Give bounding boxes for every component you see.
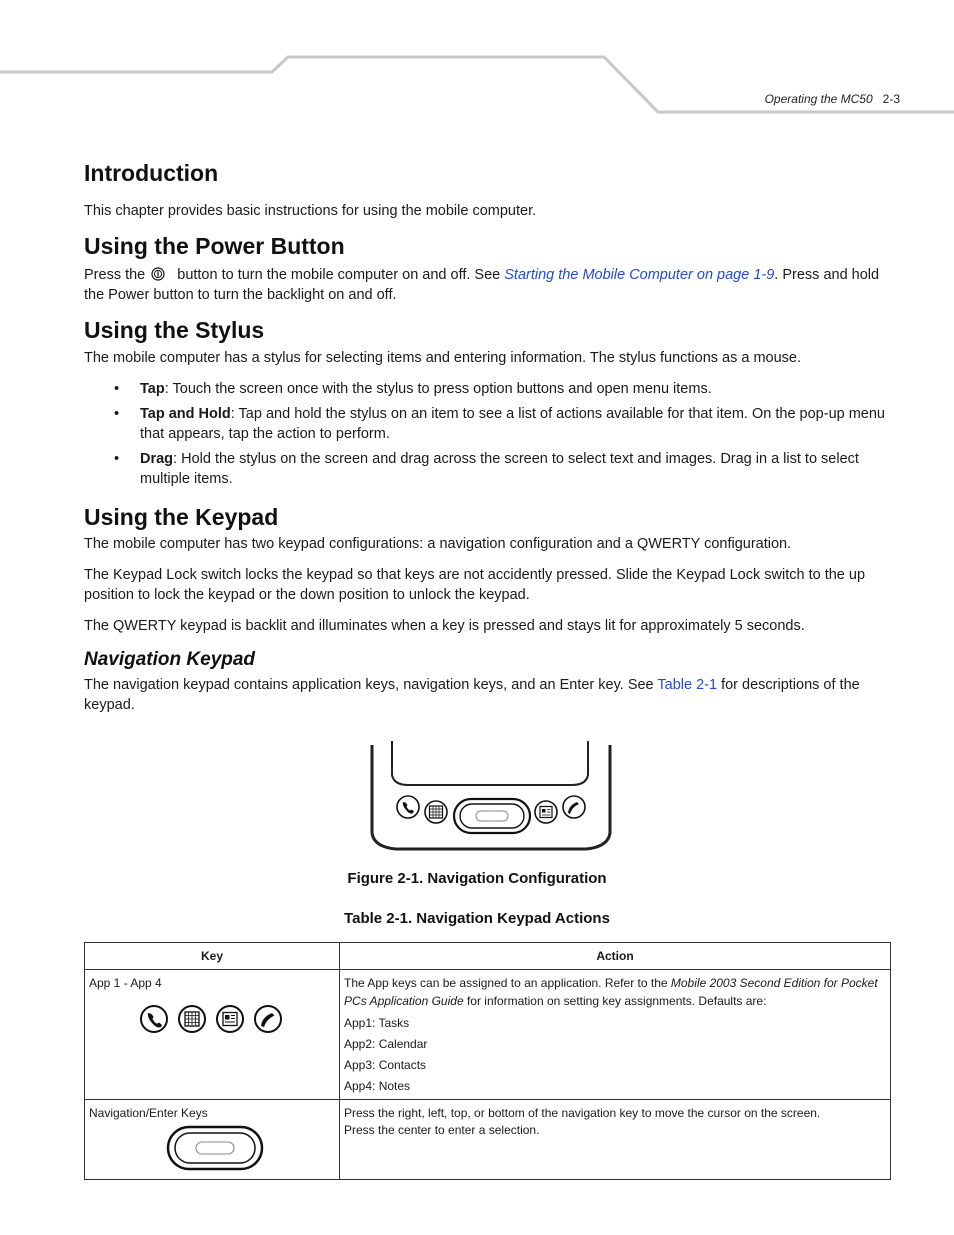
contacts-icon xyxy=(215,1004,245,1034)
heading-power-button: Using the Power Button xyxy=(84,232,345,259)
key-cell-app-keys xyxy=(85,970,340,1100)
heading-keypad: Using the Keypad xyxy=(84,503,279,530)
table-header-row xyxy=(85,943,891,970)
navkeypad-text-after: for descriptions of the keypad. xyxy=(84,677,860,714)
app-keys-description xyxy=(344,974,886,1010)
bullet-desc: : Hold the stylus on the screen and drag across the screen to select text and images. Drag in a list to select multiple items. xyxy=(140,450,859,487)
bullet-drag: • Drag: Hold the stylus on the screen and drag across the screen to select text and images. Drag in a list to select multiple items. xyxy=(114,450,859,487)
key-cell-navigation xyxy=(85,1100,340,1180)
action-cell-app-keys xyxy=(340,970,891,1100)
navigation-keypad-table xyxy=(84,942,891,1180)
table-row xyxy=(85,970,891,1100)
keypad-text-2: The Keypad Lock switch locks the keypad so that keys are not accidently pressed. Slide the Keypad Lock switch to the up position to lock the keypad or the down position to unlock the keypad. xyxy=(84,567,866,604)
keypad-text-3: The QWERTY keypad is backlit and illuminates when a key is pressed and stays lit for approximately 5 seconds. xyxy=(84,618,805,635)
screen-outline xyxy=(392,741,588,785)
column-header-action: Action xyxy=(340,943,891,970)
page-number: 2-3 xyxy=(882,92,900,106)
default-app2: App2: Calendar xyxy=(344,1037,428,1051)
navigation-keypad-figure xyxy=(366,737,616,853)
contacts-icon xyxy=(535,801,557,823)
keypad-text-1: The mobile computer has two keypad configurations: a navigation configuration and a QWERTY configuration. xyxy=(84,536,792,553)
bullet-term: Tap and Hold xyxy=(140,405,231,422)
default-app4: App4: Notes xyxy=(344,1079,411,1093)
navigation-description-1: Press the right, left, top, or bottom of the navigation key to move the cursor on the screen. xyxy=(344,1106,821,1120)
notes-icon xyxy=(253,1004,283,1034)
default-app3: App3: Contacts xyxy=(344,1058,427,1072)
app-key-icons xyxy=(139,1004,335,1034)
calendar-icon xyxy=(177,1004,207,1034)
stylus-bullets xyxy=(84,379,896,489)
key-label: Navigation/Enter Keys xyxy=(89,1106,208,1120)
bullet-tap-and-hold: • Tap and Hold: Tap and hold the stylus on an item to see a list of actions available for that item. On the pop-up menu that appears, tap the action to perform. xyxy=(114,405,885,442)
calendar-icon xyxy=(425,801,447,823)
table-caption: Table 2-1. Navigation Keypad Actions xyxy=(344,910,610,927)
navkeypad-text xyxy=(84,675,896,715)
heading-stylus: Using the Stylus xyxy=(84,317,265,344)
phone-icon xyxy=(139,1004,169,1034)
running-header-title: Operating the MC50 xyxy=(764,92,873,106)
notes-icon xyxy=(563,796,585,818)
stylus-text: The mobile computer has a stylus for selecting items and entering information. The stylus functions as a mouse. xyxy=(84,349,802,366)
heading-introduction: Introduction xyxy=(84,160,219,186)
navigation-key-icon xyxy=(165,1124,265,1172)
bullet-term: Tap xyxy=(140,380,165,397)
starting-link[interactable]: Starting the Mobile Computer on page 1-9 xyxy=(504,267,775,284)
power-text-after: . Press and hold the Power button to turn the backlight on and off. xyxy=(84,267,880,304)
bullet-term: Drag xyxy=(140,450,174,467)
bullet-tap: • Tap: Touch the screen once with the stylus to press option buttons and open menu items. xyxy=(114,380,712,397)
bullet-desc: : Tap and hold the stylus on an item to see a list of actions available for that item. On the pop-up menu that appears, tap the action to perform. xyxy=(140,405,885,442)
application-guide-title: Mobile 2003 Second Edition for Pocket PCs Application Guide xyxy=(344,976,878,1008)
navigation-description-2: Press the center to enter a selection. xyxy=(344,1123,540,1137)
intro-text: This chapter provides basic instructions for using the mobile computer. xyxy=(84,202,537,219)
description-text: The App keys can be assigned to an application. Refer to the xyxy=(344,976,671,990)
page-content xyxy=(84,160,896,715)
power-button-icon xyxy=(151,267,165,281)
heading-navigation-keypad: Navigation Keypad xyxy=(84,649,256,671)
power-text-before: Press the xyxy=(84,267,146,284)
bullet-desc: : Touch the screen once with the stylus to press option buttons and open menu items. xyxy=(164,380,712,397)
running-header xyxy=(765,92,900,106)
phone-icon xyxy=(397,796,419,818)
power-text xyxy=(84,265,896,305)
default-app1: App1: Tasks xyxy=(344,1016,410,1030)
navigation-key-icon xyxy=(454,799,530,833)
action-cell-navigation xyxy=(340,1100,891,1180)
table-row xyxy=(85,1100,891,1180)
column-header-key: Key xyxy=(85,943,340,970)
description-text: for information on setting key assignments. Defaults are: xyxy=(463,994,767,1008)
table-2-1-link[interactable]: Table 2-1 xyxy=(657,677,718,694)
figure-caption: Figure 2-1. Navigation Configuration xyxy=(347,870,607,887)
key-label: App 1 - App 4 xyxy=(89,976,162,990)
power-text-mid: button to turn the mobile computer on and off. See xyxy=(177,267,505,284)
navkeypad-text-before: The navigation keypad contains application keys, navigation keys, and an Enter key. See xyxy=(84,677,658,694)
